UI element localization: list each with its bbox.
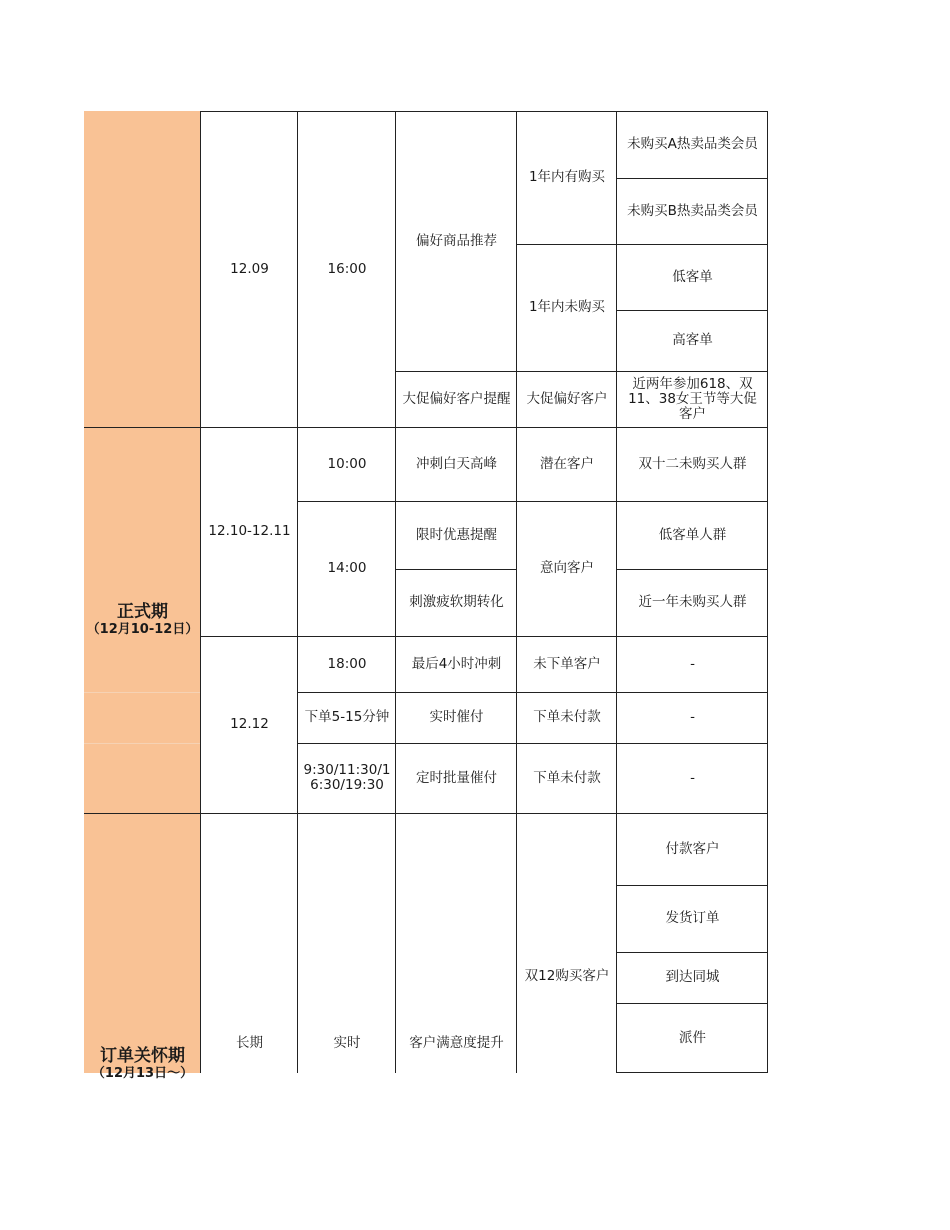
target-cell: 双十二未购买人群 [638,455,747,472]
group-cell: 双12购买客户 [524,967,610,984]
target-cell: 低客单 [672,268,713,285]
phase-care-range: （12月13日～） [91,1066,194,1081]
group-cell: 未下单客户 [533,655,601,672]
grid-line [616,569,768,570]
grid-line [767,111,768,1073]
grid-line [616,1003,768,1004]
grid-line [516,111,517,1073]
phase-care-name: 订单关怀期 [100,1046,185,1066]
time-cell-realtime: 实时 [333,1034,361,1051]
target-cell: 未购买A热卖品类会员 [627,136,758,152]
action-cell: 最后4小时冲刺 [411,655,502,672]
group-cell: 下单未付款 [533,769,601,786]
action-cell: 限时优惠提醒 [416,526,497,543]
group-cell: 1年内未购买 [528,299,606,315]
grid-line [297,111,298,1073]
date-cell-1209: 12.09 [230,260,269,277]
target-cell: - [690,769,695,786]
target-cell: 发货订单 [665,910,720,926]
phase-formal-range: （12月10-12日） [86,622,199,637]
grid-line [616,952,768,953]
target-cell: 派件 [679,1030,706,1046]
grid-line [616,885,768,886]
phase-care-cell [84,813,201,1081]
action-cell: 大促偏好客户提醒 [402,390,511,407]
grid-line [84,427,768,428]
action-cell: 冲刺白天高峰 [416,455,497,472]
grid-line [395,371,768,372]
grid-line [297,743,768,744]
group-cell: 1年内有购买 [528,169,606,185]
grid-line [297,501,768,502]
date-cell-longterm: 长期 [236,1034,263,1051]
target-cell: 未购买B热卖品类会员 [627,202,758,219]
target-cell: 高客单 [672,332,713,348]
group-cell: 潜在客户 [540,455,594,472]
grid-line [516,244,768,245]
date-cell-1212: 12.12 [230,716,269,732]
grid-line [616,310,768,311]
time-cell: 18:00 [327,655,367,672]
date-cell-1210-1211: 12.10-12.11 [208,523,291,539]
target-cell: 近一年未购买人群 [638,594,747,610]
group-cell: 下单未付款 [533,709,601,725]
grid-line [200,111,768,112]
target-cell: 付款客户 [665,840,720,857]
phase-pre-cell [84,111,201,427]
grid-line [200,111,201,1073]
grid-line [200,636,768,637]
grid-line [616,1072,768,1073]
grid-line [297,692,768,693]
time-cell: 9:30/11:30/16:30/19:30 [303,762,391,793]
time-cell: 10:00 [327,455,367,472]
group-cell: 意向客户 [540,560,594,576]
grid-line [395,569,517,570]
group-cell: 大促偏好客户 [526,390,608,407]
target-cell: 低客单人群 [658,526,727,543]
grid-line [616,111,617,1073]
time-cell: 14:00 [327,560,367,576]
time-cell: 下单5-15分钟 [304,709,390,725]
action-cell: 定时批量催付 [416,769,497,786]
phase-formal-cell [84,427,201,813]
grid-line [616,178,768,179]
target-cell: 近两年参加618、双11、38女王节等大促客户 [628,375,757,422]
target-cell: - [690,709,695,725]
action-cell: 偏好商品推荐 [416,232,497,249]
grid-line [395,111,396,1073]
phase-formal-name: 正式期 [117,602,168,622]
target-cell: 到达同城 [665,969,720,985]
target-cell: - [690,655,695,672]
action-cell: 刺激疲软期转化 [409,594,504,610]
action-cell: 客户满意度提升 [409,1034,504,1051]
time-cell-1600: 16:00 [327,260,367,277]
action-cell: 实时催付 [429,709,484,725]
grid-line [84,813,768,814]
